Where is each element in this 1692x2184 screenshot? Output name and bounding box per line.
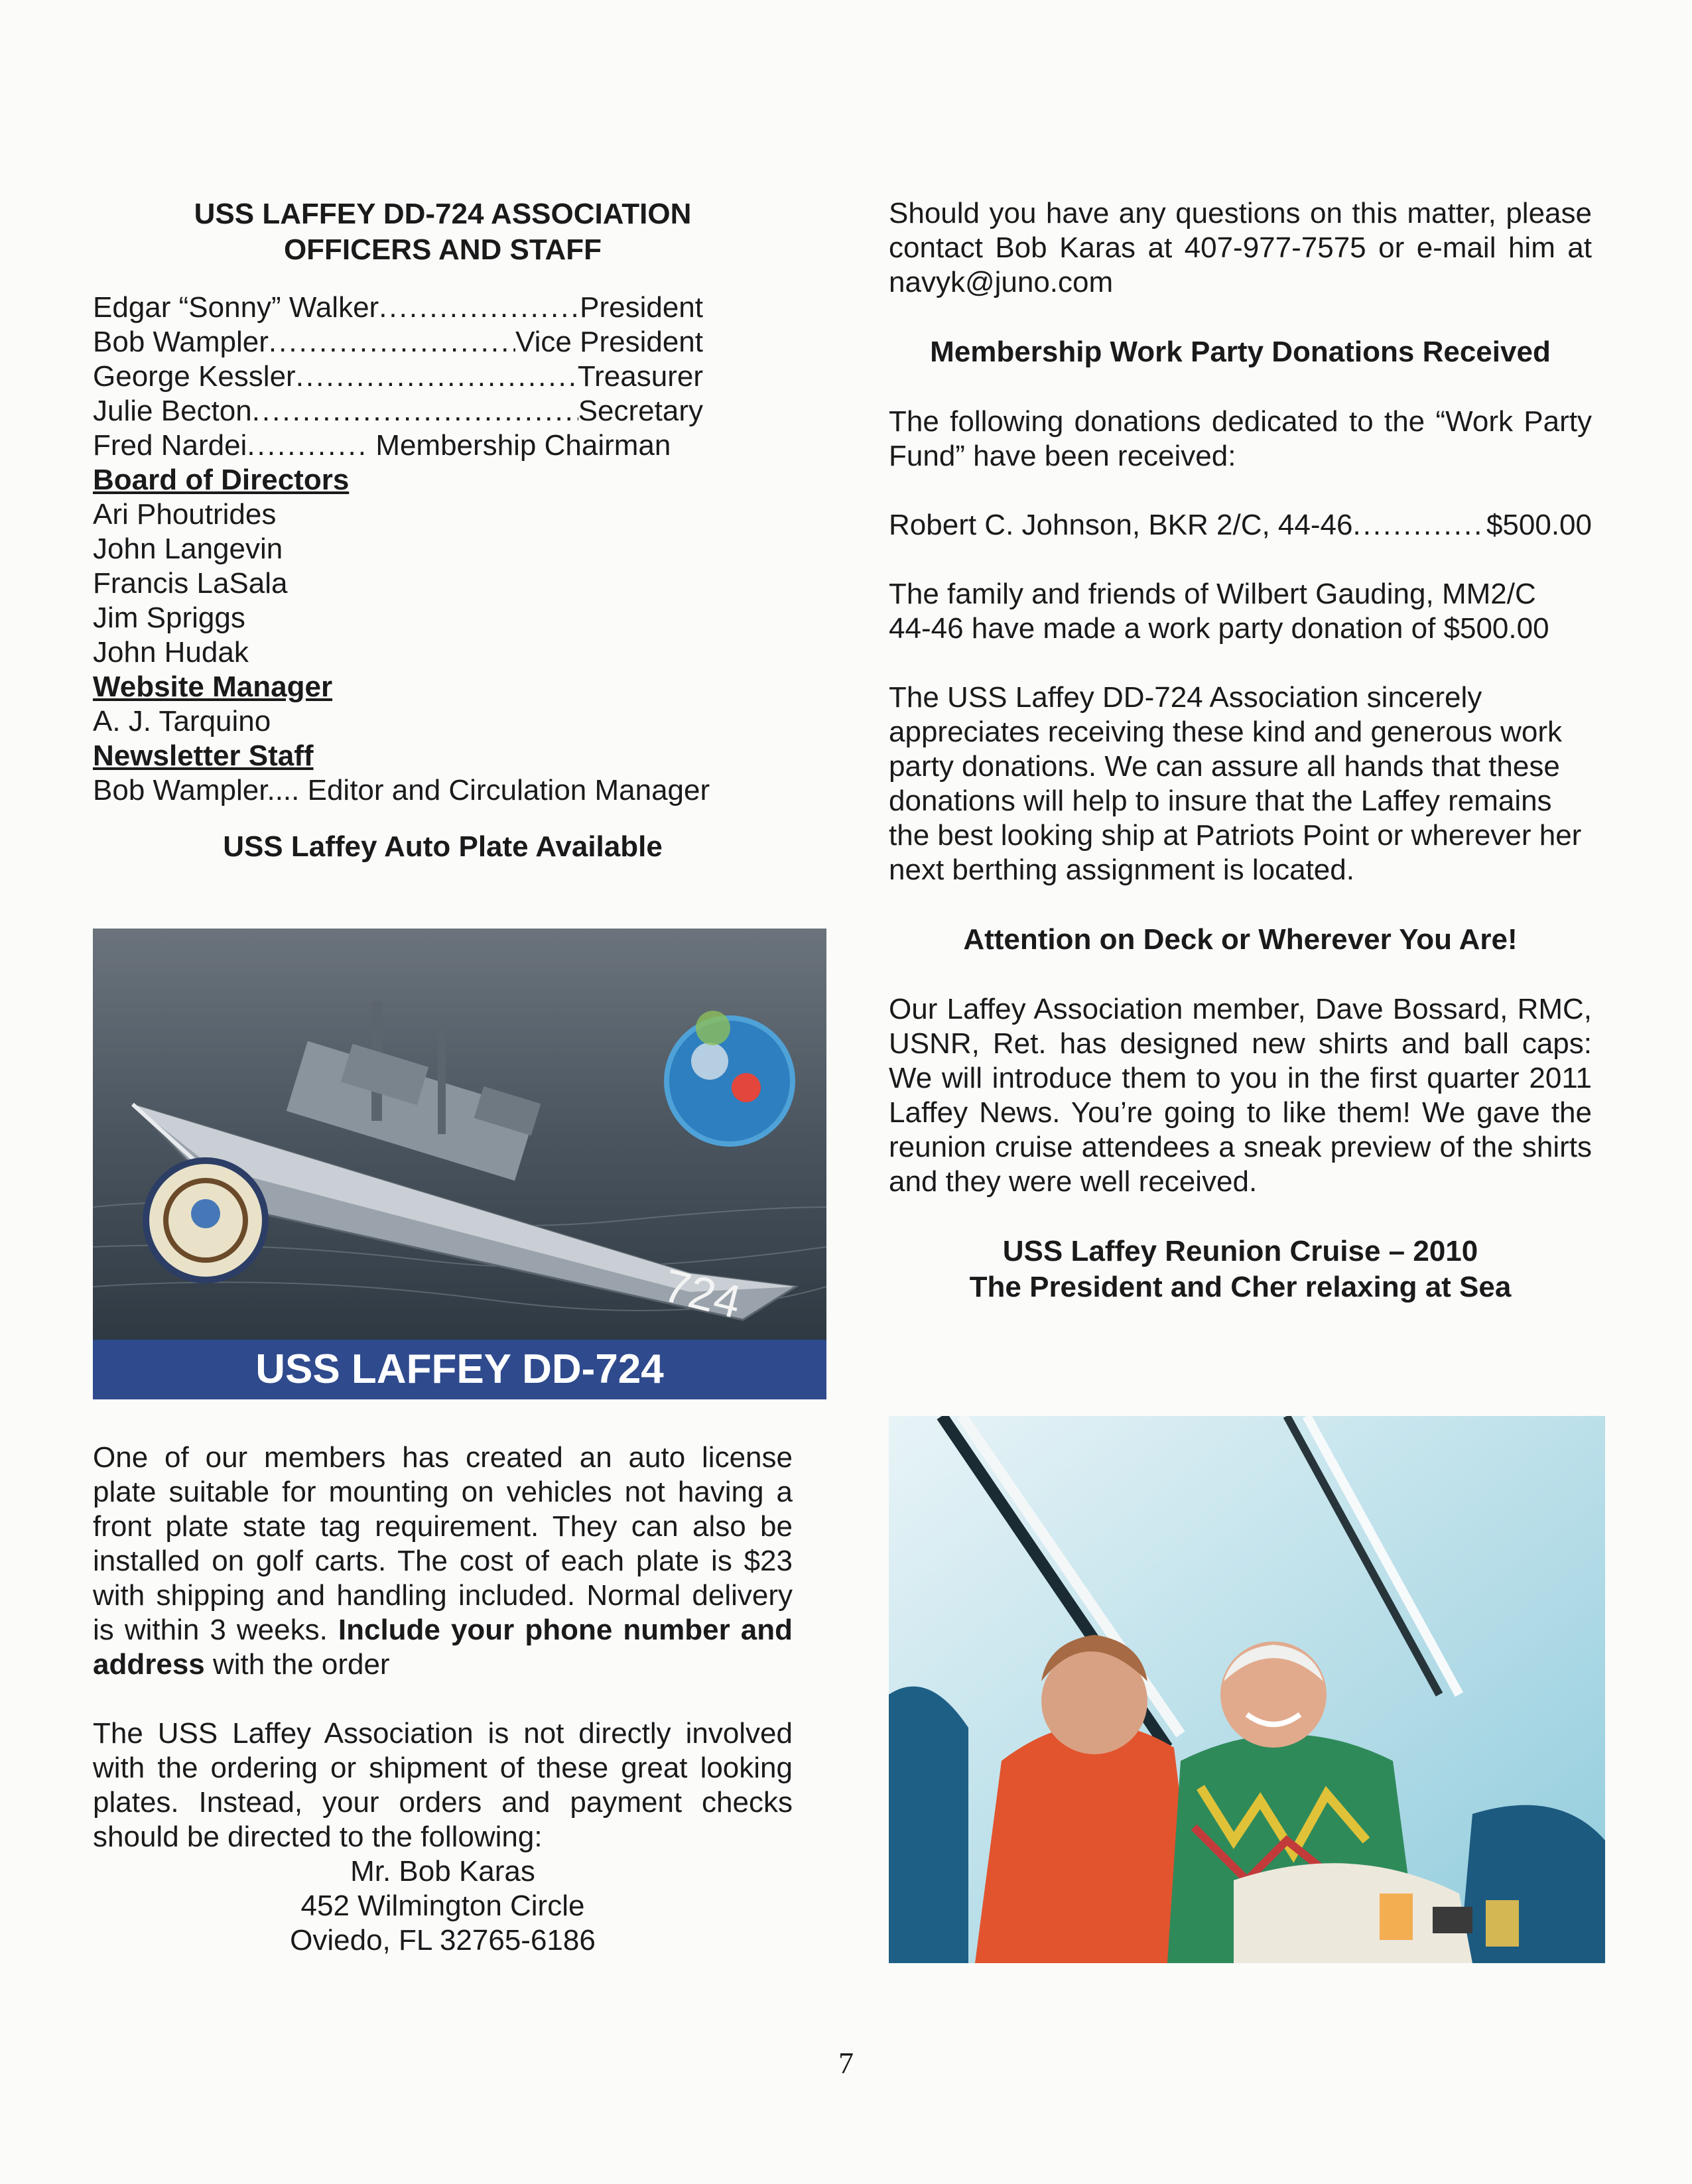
- officers-heading-line1: USS LAFFEY DD-724 ASSOCIATION: [194, 198, 692, 230]
- address-street: 452 Wilmington Circle: [300, 1890, 585, 1922]
- board-member: John Langevin: [93, 533, 283, 565]
- right-column: [889, 196, 1592, 1305]
- board-member: Ari Phoutrides: [93, 498, 277, 531]
- officer-list: [93, 290, 703, 428]
- appreciation-paragraph: The USS Laffey DD-724 Association sincerely appreciates receiving these kind and generous work party donations. We can assure all hands that these donations will help to insure that the Laffey remains the best looking ship at Patriots Point or wherever her next berthing assignment is located.: [889, 681, 1582, 886]
- donations-intro: The following donations dedicated to the “Work Party Fund” have been received:: [889, 405, 1592, 472]
- officer-row: [93, 290, 703, 325]
- officer-name: Bob Wampler: [93, 326, 269, 358]
- address-city: Oviedo, FL 32765-6186: [290, 1924, 596, 1957]
- board-member: Jim Spriggs: [93, 602, 245, 634]
- hull-number: 724: [658, 1259, 746, 1328]
- officer-role: Membership Chairman: [375, 429, 671, 462]
- attention-heading: Attention on Deck or Wherever You Are!: [963, 923, 1518, 956]
- left-column: [93, 196, 793, 865]
- officer-row: [93, 325, 703, 359]
- donation-amount: $500.00: [1486, 509, 1592, 541]
- dot-leader: [269, 325, 515, 359]
- auto-plate-text-a: One of our members has created an auto license plate suitable for mounting on vehicles not having a front plate state tag requirement. They can also be installed on golf carts. The cost of each plate is $23 with shipping and handling included. Normal delivery is within 3 weeks.: [93, 1441, 793, 1646]
- officer-role: Treasurer: [577, 360, 703, 393]
- dot-leader: [1352, 508, 1486, 543]
- officer-row: [93, 394, 703, 428]
- dot-leader: [252, 394, 578, 428]
- dot-leader: [296, 359, 578, 394]
- officer-role: Vice President: [515, 326, 703, 358]
- attention-paragraph: Our Laffey Association member, Dave Bossard, RMC, USNR, Ret. has designed new shirts and ball caps: We will introduce them to you in the first quarter 2011 Laffey News. You’re going to like them! We gave the reunion cruise attendees a sneak preview of the shirts and they were well received.: [889, 993, 1592, 1198]
- officer-role: President: [580, 291, 703, 324]
- auto-plate-bold: Include your phone number and address: [93, 1614, 793, 1681]
- officer-row: [93, 428, 716, 463]
- auto-plate-paragraph: [93, 1441, 793, 1682]
- officer-name: Edgar “Sonny” Walker: [93, 291, 379, 324]
- ship-illustration: [93, 929, 826, 1399]
- officer-row: [93, 359, 703, 394]
- cruise-heading-line1: USS Laffey Reunion Cruise – 2010: [1002, 1235, 1478, 1267]
- newsletter-staff: Bob Wampler.... Editor and Circulation Manager: [93, 774, 710, 806]
- plate-caption: USS LAFFEY DD-724: [255, 1346, 664, 1392]
- auto-plate-text: [93, 1441, 793, 1958]
- donor-name: Robert C. Johnson, BKR 2/C, 44-46: [889, 509, 1353, 541]
- auto-plate-heading: USS Laffey Auto Plate Available: [223, 830, 663, 863]
- newsletter-heading: Newsletter Staff: [93, 739, 314, 772]
- donation-paragraph: The family and friends of Wilbert Gauding, MM2/C 44-46 have made a work party donation of $500.00: [889, 578, 1549, 645]
- dot-leader: [247, 428, 366, 463]
- cruise-heading: [889, 1234, 1592, 1305]
- officer-name: Fred Nardei: [93, 429, 247, 462]
- address-name: Mr. Bob Karas: [350, 1855, 535, 1888]
- auto-plate-image: [93, 929, 826, 1399]
- dot-leader: [379, 290, 580, 325]
- officer-name: George Kessler: [93, 360, 296, 393]
- cruise-photo: [889, 1416, 1605, 1963]
- officers-heading: [93, 196, 793, 268]
- questions-paragraph: Should you have any questions on this matter, please contact Bob Karas at 407-977-7575 or e-mail him at navyk@juno.com: [889, 197, 1592, 298]
- board-member: John Hudak: [93, 636, 249, 669]
- officer-name: Julie Becton: [93, 395, 252, 427]
- website-manager: A. J. Tarquino: [93, 705, 271, 738]
- auto-plate-text-b: with the order: [213, 1648, 390, 1681]
- board-heading: Board of Directors: [93, 464, 350, 496]
- cruise-photo-illustration: [889, 1416, 1605, 1963]
- website-heading: Website Manager: [93, 671, 333, 703]
- ordering-paragraph: The USS Laffey Association is not directly involved with the ordering or shipment of these great looking plates. Instead, your orders and payment checks should be directed to the following:: [93, 1717, 793, 1853]
- page-number: 7: [838, 2046, 854, 2080]
- cruise-heading-line2: The President and Cher relaxing at Sea: [969, 1271, 1512, 1303]
- board-member: Francis LaSala: [93, 567, 288, 600]
- officer-role: Secretary: [578, 395, 703, 427]
- officers-heading-line2: OFFICERS AND STAFF: [283, 233, 602, 266]
- donations-heading: Membership Work Party Donations Received: [930, 336, 1551, 368]
- donation-row: [889, 508, 1592, 543]
